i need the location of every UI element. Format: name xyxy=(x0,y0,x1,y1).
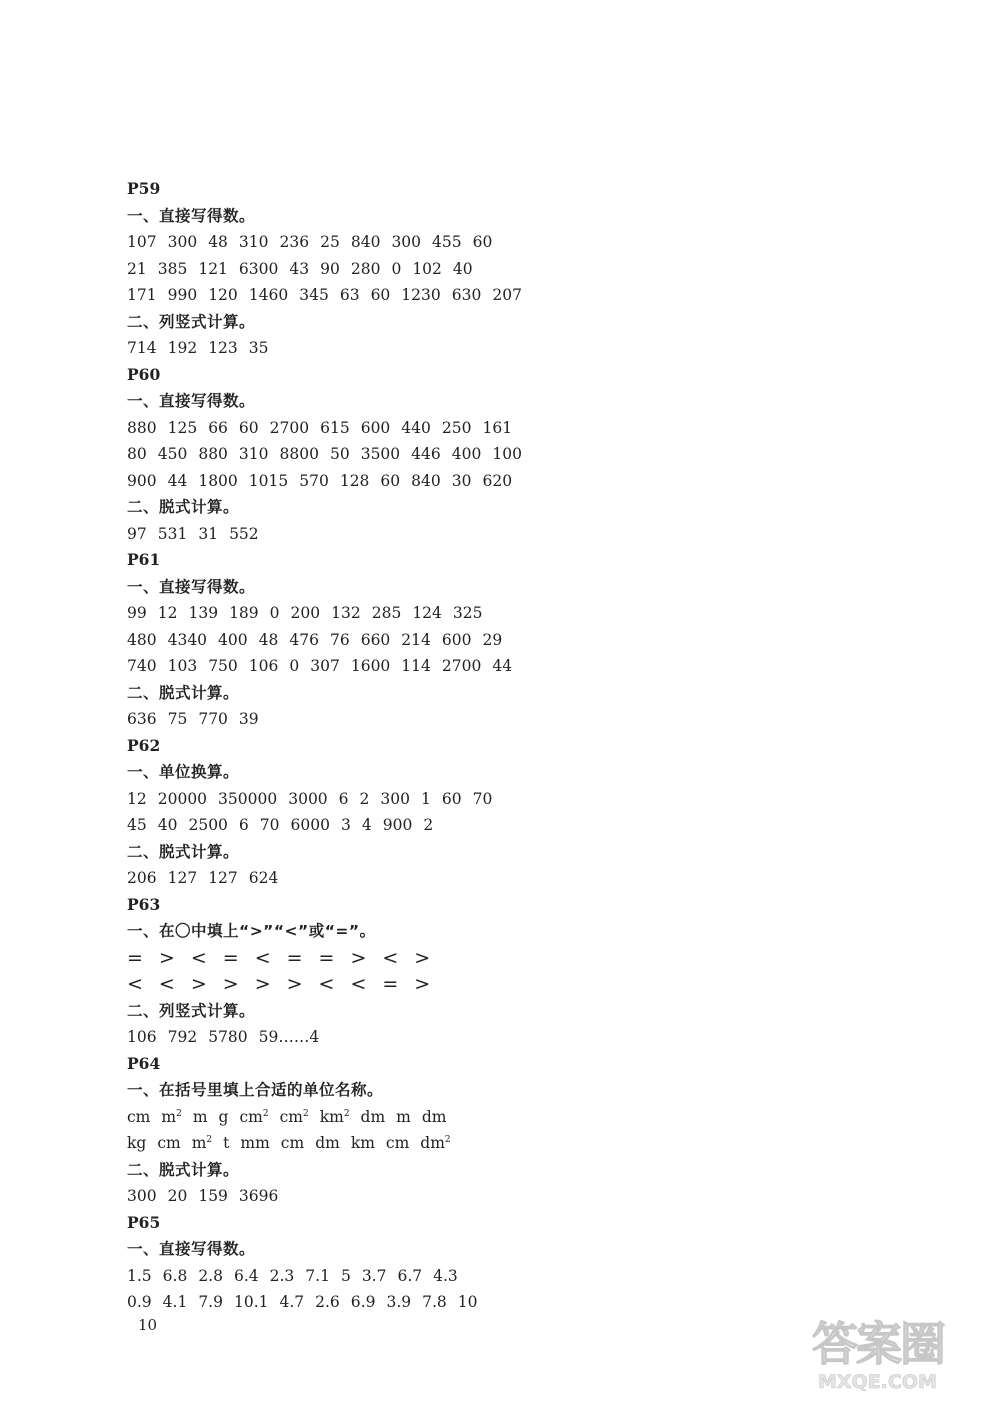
answer-value: 300 xyxy=(127,1187,157,1205)
answer-value: 3.9 xyxy=(386,1293,412,1311)
answer-value: 385 xyxy=(157,259,188,278)
answer-value: 120 xyxy=(208,286,238,304)
answer-row xyxy=(127,415,587,442)
answer-row xyxy=(127,1104,587,1131)
answer-value: kg xyxy=(127,1134,147,1152)
answer-value: 3000 xyxy=(288,789,328,808)
answer-value: 90 xyxy=(320,259,340,278)
page-label: P63 xyxy=(127,894,161,914)
answer-value: 70 xyxy=(259,816,280,834)
answer-value: cm xyxy=(280,1134,305,1152)
answer-document xyxy=(127,176,587,1316)
answer-value: 750 xyxy=(208,657,238,675)
answer-value: 345 xyxy=(299,286,329,304)
answer-value: > xyxy=(222,973,239,995)
answer-row xyxy=(127,812,587,839)
answer-row xyxy=(127,521,587,548)
section-heading: 二、脱式计算。 xyxy=(127,842,240,861)
answer-value: 1460 xyxy=(248,286,289,304)
answer-value: 40 xyxy=(452,259,473,278)
answer-value: 455 xyxy=(432,233,462,251)
answer-value: 350000 xyxy=(218,789,278,808)
answer-value: 12 xyxy=(127,789,147,808)
answer-value: 307 xyxy=(310,657,340,675)
answer-value: 300 xyxy=(391,233,422,251)
answer-value: 1800 xyxy=(198,471,238,490)
answer-value: 20000 xyxy=(157,789,208,808)
answer-value: 10.1 xyxy=(233,1293,269,1311)
answer-value: 206 xyxy=(127,869,157,887)
answer-value: 45 xyxy=(127,816,147,834)
answer-value: 128 xyxy=(339,471,370,490)
answer-value: 0 xyxy=(391,259,402,278)
answer-value: 6000 xyxy=(290,816,330,834)
answer-row xyxy=(127,1263,587,1290)
answer-value: mm xyxy=(240,1134,270,1152)
page-label: P65 xyxy=(127,1212,161,1232)
answer-value: 132 xyxy=(331,604,361,622)
section-heading: 一、直接写得数。 xyxy=(127,206,256,225)
answer-value: 6.9 xyxy=(350,1293,376,1311)
answer-value: $m^2$ xyxy=(191,1134,213,1152)
answer-value: > xyxy=(350,946,367,969)
answer-value: 880 xyxy=(198,445,228,463)
answer-value: 480 xyxy=(127,630,157,649)
answer-value: 114 xyxy=(401,657,431,675)
answer-value: 2.8 xyxy=(198,1266,223,1285)
answer-value: 840 xyxy=(411,471,441,490)
answer-value: 1.5 xyxy=(127,1266,152,1285)
answer-value: 63 xyxy=(339,286,360,304)
answer-row xyxy=(127,600,587,627)
answer-row xyxy=(127,256,587,283)
answer-value: 2.6 xyxy=(315,1293,340,1311)
answer-value: 29 xyxy=(482,630,503,649)
answer-value: 99 xyxy=(127,604,147,622)
answer-value: 2500 xyxy=(188,816,228,834)
answer-value: 7.8 xyxy=(422,1293,447,1311)
answer-value: dm xyxy=(421,1107,447,1126)
answer-value: 192 xyxy=(167,339,198,357)
answer-value: 60 xyxy=(380,471,401,490)
answer-value: < xyxy=(190,946,207,969)
answer-row xyxy=(127,335,587,362)
answer-value: 840 xyxy=(350,233,381,251)
answer-value: $cm^2$ xyxy=(279,1107,309,1126)
answer-value: 4.7 xyxy=(279,1293,305,1311)
watermark-en-text: MXQE.COM xyxy=(818,1371,937,1393)
answer-value: 310 xyxy=(238,445,269,463)
section-heading: 一、直接写得数。 xyxy=(127,577,256,596)
answer-value: < xyxy=(318,973,335,995)
answer-value: > xyxy=(158,946,175,969)
answer-value: 5 xyxy=(340,1266,351,1285)
answer-value: 0.9 xyxy=(127,1293,152,1311)
answer-value: 1600 xyxy=(350,657,391,675)
answer-value: 21 xyxy=(127,259,147,278)
answer-value: 714 xyxy=(127,339,157,357)
answer-row xyxy=(127,653,587,680)
answer-value: 1230 xyxy=(401,286,441,304)
answer-value: 3.7 xyxy=(361,1266,387,1285)
section-heading: 二、脱式计算。 xyxy=(127,683,240,702)
answer-value: cm xyxy=(127,1107,151,1126)
answer-value: 139 xyxy=(188,604,219,622)
section-heading: 一、直接写得数。 xyxy=(127,392,256,410)
answer-value: 476 xyxy=(289,630,319,649)
answer-value: 103 xyxy=(167,657,198,675)
answer-value: 8800 xyxy=(279,445,319,463)
answer-value: 236 xyxy=(279,233,310,251)
answer-value: 310 xyxy=(238,233,269,251)
answer-value: 3500 xyxy=(360,445,401,463)
answer-value: 6 xyxy=(338,789,349,808)
answer-row xyxy=(127,706,587,733)
page-label: P64 xyxy=(127,1053,161,1073)
answer-value: 207 xyxy=(492,286,522,304)
answer-value: 121 xyxy=(198,259,228,278)
answer-value: 31 xyxy=(198,524,219,543)
answer-value: 106 xyxy=(248,657,279,675)
page-label: P60 xyxy=(127,364,161,384)
answer-value: 0 xyxy=(289,657,300,675)
answer-value: cm xyxy=(385,1134,410,1152)
answer-value: 60 xyxy=(472,233,493,251)
answer-value: 30 xyxy=(451,471,472,490)
answer-value: 900 xyxy=(382,816,413,834)
answer-value: g xyxy=(218,1107,229,1126)
answer-value: < xyxy=(254,946,271,969)
answer-row xyxy=(127,468,587,495)
answer-value: 97 xyxy=(127,524,147,543)
answer-value: 624 xyxy=(248,869,279,887)
answer-value: 636 xyxy=(127,710,157,728)
answer-value: 123 xyxy=(208,339,238,357)
answer-row xyxy=(127,945,587,972)
answer-value: 4.3 xyxy=(433,1266,458,1285)
answer-value: 80 xyxy=(127,445,147,463)
answer-value: > xyxy=(414,946,431,969)
answer-value: 440 xyxy=(401,418,431,437)
answer-value: 2 xyxy=(359,789,370,808)
answer-value: 531 xyxy=(157,524,188,543)
answer-value: 325 xyxy=(452,604,483,622)
answer-value: 1015 xyxy=(248,471,289,490)
section-heading: 二、列竖式计算。 xyxy=(127,1001,256,1020)
answer-row xyxy=(127,441,587,468)
answer-value: 900 xyxy=(127,471,157,490)
answer-value: 161 xyxy=(482,418,513,437)
answer-value: 44 xyxy=(167,471,188,490)
answer-value: 285 xyxy=(371,604,402,622)
answer-value: 189 xyxy=(229,604,259,622)
answer-value: 39 xyxy=(238,710,259,728)
section-heading: 二、脱式计算。 xyxy=(127,1160,240,1179)
watermark-logo xyxy=(812,1318,994,1408)
page-number: 10 xyxy=(138,1316,158,1334)
answer-row xyxy=(127,865,587,892)
answer-value: cm xyxy=(157,1134,181,1152)
answer-value: t xyxy=(223,1134,230,1152)
answer-value: 6.4 xyxy=(233,1266,259,1285)
answer-value: 3696 xyxy=(238,1187,279,1205)
answer-value: 106 xyxy=(127,1028,157,1046)
section-heading: 二、脱式计算。 xyxy=(127,498,240,516)
answer-value: 880 xyxy=(127,418,157,437)
answer-row xyxy=(127,627,587,654)
answer-value: $dm^2$ xyxy=(420,1134,451,1152)
answer-value: 615 xyxy=(320,418,350,437)
answer-value: km xyxy=(350,1134,375,1152)
answer-value: 6300 xyxy=(238,259,279,278)
watermark-cn-text: 答案圈 xyxy=(812,1317,944,1371)
answer-value: 990 xyxy=(167,286,198,304)
answer-value: 159 xyxy=(198,1187,228,1205)
answer-value: $cm^2$ xyxy=(239,1107,269,1126)
answer-row xyxy=(127,971,587,998)
answer-value: 200 xyxy=(290,604,321,622)
answer-value: > xyxy=(254,973,271,995)
answer-value: 3 xyxy=(340,816,351,834)
answer-value: 48 xyxy=(208,233,228,251)
answer-value: 127 xyxy=(167,869,198,887)
answer-value: m xyxy=(396,1107,411,1126)
answer-value: 25 xyxy=(320,233,340,251)
answer-value: 35 xyxy=(248,339,269,357)
answer-value: 4 xyxy=(361,816,372,834)
answer-value: 250 xyxy=(441,418,472,437)
answer-row xyxy=(127,1024,587,1051)
answer-value: 7.9 xyxy=(198,1293,223,1311)
answer-value: 300 xyxy=(167,233,198,251)
answer-value: > xyxy=(190,973,207,995)
answer-value: m xyxy=(192,1107,208,1126)
answer-value: 12 xyxy=(157,604,178,622)
section-heading: 一、在括号里填上合适的单位名称。 xyxy=(127,1081,384,1099)
answer-value: 792 xyxy=(167,1028,198,1046)
section-heading: 一、在〇中填上“>”“<”或“=”。 xyxy=(127,922,376,940)
page-label: P61 xyxy=(127,550,161,569)
answer-value: 4.1 xyxy=(162,1293,188,1311)
answer-value: 60 xyxy=(441,789,462,808)
answer-value: = xyxy=(127,946,143,969)
answer-value: 7.1 xyxy=(305,1266,330,1285)
answer-value: < xyxy=(127,973,143,995)
section-heading: 二、列竖式计算。 xyxy=(127,312,256,331)
answer-value: 5780 xyxy=(208,1028,248,1046)
answer-value: 400 xyxy=(218,630,248,649)
answer-value: 66 xyxy=(208,418,228,437)
answer-row xyxy=(127,786,587,813)
answer-value: 450 xyxy=(157,445,188,463)
answer-value: dm xyxy=(360,1107,386,1126)
answer-value: 44 xyxy=(492,657,513,675)
answer-value: 2.3 xyxy=(269,1266,295,1285)
section-heading: 一、直接写得数。 xyxy=(127,1240,256,1258)
answer-value: 2 xyxy=(423,816,434,834)
answer-value: 100 xyxy=(492,445,522,463)
answer-value: 740 xyxy=(127,657,157,675)
answer-value: = xyxy=(318,946,335,969)
answer-value: 446 xyxy=(411,445,441,463)
answer-value: 770 xyxy=(198,710,228,728)
answer-value: 75 xyxy=(167,710,188,728)
answer-value: dm xyxy=(315,1134,340,1152)
answer-value: 400 xyxy=(451,445,482,463)
answer-value: = xyxy=(382,973,399,995)
answer-value: 552 xyxy=(229,524,259,543)
answer-value: 300 xyxy=(380,789,411,808)
answer-value: 660 xyxy=(360,630,391,649)
answer-value: 102 xyxy=(412,259,442,278)
answer-value: = xyxy=(222,946,239,969)
answer-value: 10 xyxy=(457,1293,478,1311)
answer-value: 0 xyxy=(269,604,280,622)
answer-value: 1 xyxy=(421,789,431,808)
answer-value: 4340 xyxy=(167,630,208,649)
answer-value: 40 xyxy=(157,816,178,834)
answer-value: < xyxy=(382,946,399,969)
answer-value: $km^2$ xyxy=(319,1107,350,1126)
answer-value: < xyxy=(158,973,175,995)
answer-value: 600 xyxy=(441,630,472,649)
answer-value: 50 xyxy=(329,445,350,463)
answer-row xyxy=(127,282,587,309)
answer-value: 124 xyxy=(412,604,442,622)
answer-value: 127 xyxy=(208,869,238,887)
section-heading: 一、单位换算。 xyxy=(127,763,240,781)
answer-value: 570 xyxy=(299,471,329,490)
answer-value: 60 xyxy=(370,286,391,304)
answer-value: 214 xyxy=(401,630,431,649)
answer-value: 76 xyxy=(329,630,350,649)
answer-value: > xyxy=(414,973,431,995)
answer-value: 20 xyxy=(167,1187,188,1205)
page-label: P62 xyxy=(127,735,161,755)
answer-value: 600 xyxy=(360,418,391,437)
answer-value: 48 xyxy=(258,630,279,649)
answer-value: $m^2$ xyxy=(161,1107,182,1126)
answer-value: 6 xyxy=(238,816,249,834)
answer-value: 630 xyxy=(451,286,482,304)
answer-value: < xyxy=(350,973,367,995)
answer-value: 620 xyxy=(482,471,513,490)
answer-row xyxy=(127,1130,587,1157)
answer-value: 171 xyxy=(127,286,157,304)
answer-row xyxy=(127,1289,587,1316)
answer-value: 2700 xyxy=(441,657,482,675)
answer-row xyxy=(127,1183,587,1210)
answer-value: 43 xyxy=(289,259,310,278)
page-label: P59 xyxy=(127,179,161,198)
answer-value: 107 xyxy=(127,233,157,251)
answer-value: 6.7 xyxy=(397,1266,423,1285)
answer-value: 70 xyxy=(472,789,493,808)
answer-value: 60 xyxy=(238,418,259,437)
answer-value: 59……4 xyxy=(258,1028,320,1046)
answer-value: > xyxy=(286,973,303,995)
answer-value: = xyxy=(286,946,303,969)
answer-value: 6.8 xyxy=(162,1266,188,1285)
answer-value: 280 xyxy=(350,259,381,278)
answer-value: 2700 xyxy=(269,418,310,437)
answer-row xyxy=(127,229,587,256)
answer-value: 125 xyxy=(167,418,198,437)
